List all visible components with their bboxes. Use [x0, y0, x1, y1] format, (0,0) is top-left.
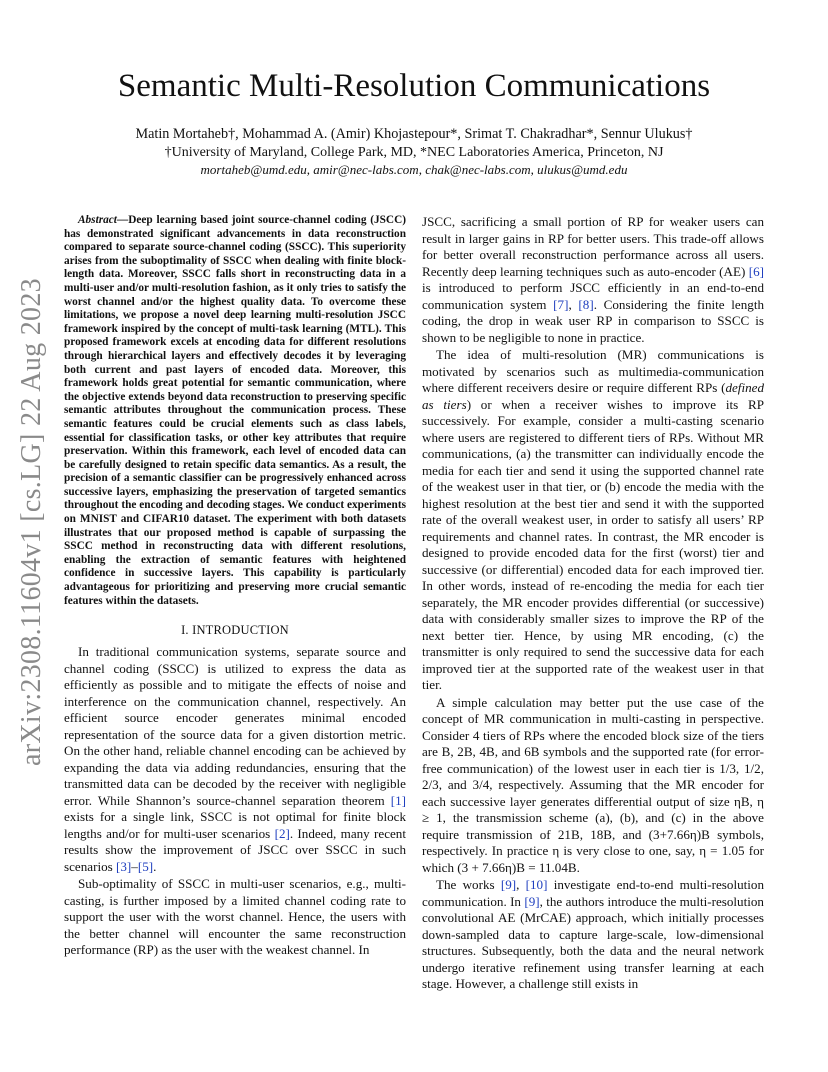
paragraph-text: The works — [436, 877, 501, 892]
intro-paragraph-2: Sub-optimality of SSCC in multi-user scenarios, e.g., multi-casting, is further imposed by a limited channel coding rate to support the user with the worst channel. Hence, the users with the better channel will encounter the same reconstruction performance (RP) as the user with the weakest channel. In — [64, 876, 406, 958]
paragraph-text: , the authors introduce the multi-resolution convolutional AE (MrCAE) approach, which initially processes down-sampled data to capture large-scale, low-dimensional structures. Subsequently, both the data and the neural network undergo iterative refinement using transfer learning at each stage. However, a challenge still exists in — [422, 893, 764, 991]
left-column — [64, 214, 406, 960]
right-column — [422, 214, 764, 994]
citation-link[interactable]: [5] — [137, 858, 154, 874]
intro-paragraph-1 — [64, 644, 406, 875]
abstract — [64, 214, 406, 608]
citation-link[interactable]: [10] — [525, 877, 548, 892]
paragraph-text: – — [131, 858, 138, 874]
intro-paragraph-4 — [422, 347, 764, 694]
citation-link[interactable]: [8] — [578, 296, 594, 312]
citation-link[interactable]: [6] — [748, 263, 764, 279]
paragraph-text: investigate end-to-end multi-resolution communication. In — [422, 877, 764, 909]
abstract-label: Abstract — [78, 214, 117, 226]
arxiv-identifier: arXiv:2308.11604v1 [cs.LG] 22 Aug 2023 — [16, 278, 47, 766]
section-heading-introduction: I. INTRODUCTION — [181, 623, 289, 638]
citation-link[interactable]: [7] — [553, 296, 569, 312]
paragraph-text: exists for a single link, SSCC is not optimal for finite block lengths and/or for multi-user scenarios — [64, 809, 406, 841]
paragraph-text: ) or when a receiver wishes to improve its RP successively. For example, consider a multi-casting scenario where users are registered to different tiers of RPs. Without MR communications, (a) the transmitter can individually encode the media for each tier and send it using the supported channel rate of the weakest user in that tier, or (b) encode the media with the highest resolution at the best tier and send it with the supported rate of the overall weakest user, in order to satisfy all users’ RP requirements and channel rates. In contrast, the MR encoder is designed to provide encoded data for the first (worst) tier and successive (or differential) encoded data for each improved tier. In other words, instead of re-encoding the media for each tier separately, the MR encoder provides differential (or successive) data with considerably smaller sizes to improve the RP of the next better tier. Hence, by using MR encoding, (c) the transmitter is only required to send the successive data for each improved tier at the supported rate of the weakest user in that tier. — [422, 396, 764, 692]
citation-link[interactable]: [3] — [116, 858, 132, 874]
paragraph-text: . — [153, 858, 157, 874]
paragraph-text: The idea of multi-resolution (MR) communications is motivated by scenarios such as multimedia-communication where different receivers desire or require different RPs ( — [422, 347, 764, 395]
paragraph-text: . Indeed, many recent results show the improvement of JSCC over SSCC in such scenarios — [64, 825, 406, 874]
citation-link[interactable]: [9] — [500, 877, 517, 892]
paragraph-text: , — [516, 877, 526, 892]
abstract-text: —Deep learning based joint source-channel coding (JSCC) has demonstrated significant advancements in data reconstruction compared to separate source-channel coding (SSCC). This superiority arises from the suboptimality of SSCC when dealing with finite block-length data. Moreover, SSCC falls short in reconstructing data in a multi-user and/or multi-resolution fashion, as it only tries to satisfy the worst channel and/or the highest quality data. To overcome these limitations, we propose a novel deep learning multi-resolution JSCC framework inspired by the concept of multi-task learning (MTL). This proposed framework excels at encoding data for different resolutions through hierarchical layers and effectively decodes it by leveraging both current and past layers of encoded data. Moreover, this framework holds great potential for semantic communication, where the objective extends beyond data reconstruction to preserving specific semantic attributes throughout the communication process. These semantic features could be crucial elements such as class labels, essential for classification tasks, or other key attributes that require preservation. Within this framework, each level of encoded data can be carefully designed to retain specific data semantics. As a result, the precision of a semantic classifier can be progressively enhanced across successive layers, emphasizing the preservation of targeted semantics throughout the encoding and decoding stages. We conduct experiments on MNIST and CIFAR10 dataset. The experiment with both datasets illustrates that our proposed method is capable of surpassing the SSCC method in reconstructing data with different resolutions, enabling the extraction of semantic features with heightened confidence in successive layers. This capability is particularly advantageous for prioritizing and preserving more crucial semantic features within the datasets. — [64, 214, 406, 607]
paragraph-text: . Considering the finite length coding, the drop in weak user RP in comparison to SSCC is shown to be negligible to none in practice. — [422, 296, 765, 345]
emphasis-text: defined as tiers — [422, 380, 764, 412]
paragraph-text: , — [568, 296, 579, 312]
intro-paragraph-5: A simple calculation may better put the use case of the concept of MR communication in multi-casting in perspective. Consider 4 tiers of RPs where the encoded block size of the tiers are B, 2B, 4B, and 6B symbols and the supported rate (for error-free communication) of the lowest user in each tier is 1/3, 1/2, 2/3, and 3/4, respectively. Assuming that the MR encoder for each successive layer generates differential output of size ηB, η ≥ 1, the transmission scheme (a), (b), and (c) in the above require transmission of 21B, 18B, and (3+7.66η)B symbols, respectively. In practice η is very close to one, say, η = 1.05 for which (3 + 7.66η)B = 11.04B. — [422, 694, 764, 875]
intro-paragraph-6 — [422, 877, 764, 993]
arxiv-sidebar — [12, 278, 52, 766]
citation-link[interactable]: [1] — [390, 792, 406, 808]
paragraph-text: JSCC, sacrificing a small portion of RP for weaker users can result in larger gains in RP for better users. This trade-off allows for better overall reconstruction performance across all users. Recently deep learning techniques such as auto-encoder (AE) — [422, 214, 764, 279]
citation-link[interactable]: [9] — [524, 893, 540, 909]
paper-authors: Matin Mortaheb†, Mohammad A. (Amir) Khojastepour*, Srimat T. Chakradhar*, Sennur Ulukus† — [135, 126, 693, 142]
paper-title: Semantic Multi-Resolution Communications — [117, 68, 711, 104]
paper-affiliations: †University of Maryland, College Park, MD, *NEC Laboratories America, Princeton, NJ — [164, 145, 664, 160]
citation-link[interactable]: [2] — [274, 825, 290, 841]
paragraph-text: In traditional communication systems, separate source and channel coding (SSCC) is utilized to express the data as efficiently as possible and to mitigate the effects of noise and interference on the communication channel, respectively. An efficient source encoder generates minimal encoded representation of the source data for a given distortion metric. On the other hand, reliable channel encoding can be achieved by expanding the data via adding redundancies, ensuring that the transmitted data can be decoded by the receiver with negligible error. While Shannon’s source-channel separation theorem — [64, 644, 406, 808]
paper-emails: mortaheb@umd.edu, amir@nec-labs.com, chak@nec-labs.com, ulukus@umd.edu — [200, 162, 628, 177]
intro-paragraph-3 — [422, 214, 764, 346]
paragraph-text: is introduced to perform JSCC efficiently in an end-to-end communication system — [422, 280, 764, 312]
